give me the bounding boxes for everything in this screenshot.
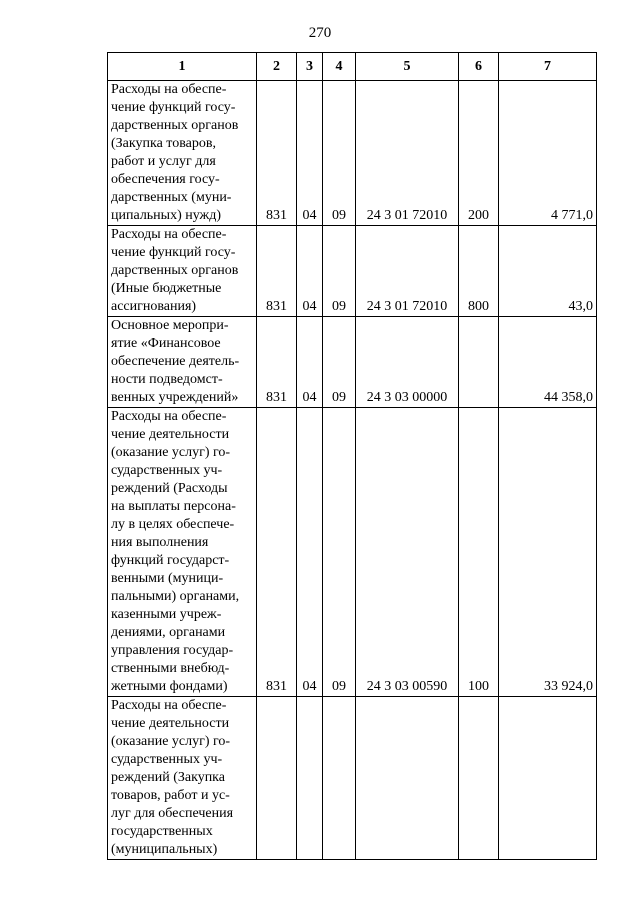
cell-target-article: 24 3 01 72010 <box>356 81 459 226</box>
row-description <box>108 697 257 860</box>
cell-subsection: 09 <box>323 81 356 226</box>
cell-section: 04 <box>297 408 323 697</box>
cell-admin-code: 831 <box>257 226 297 317</box>
table-row <box>108 81 597 226</box>
cell-section <box>297 697 323 860</box>
table-row <box>108 408 597 697</box>
cell-admin-code <box>257 697 297 860</box>
cell-subsection: 09 <box>323 317 356 408</box>
cell-admin-code: 831 <box>257 408 297 697</box>
cell-amount: 4 771,0 <box>499 81 597 226</box>
row-description <box>108 408 257 697</box>
cell-target-article: 24 3 03 00000 <box>356 317 459 408</box>
cell-target-article: 24 3 01 72010 <box>356 226 459 317</box>
header-col-5: 5 <box>356 53 459 81</box>
row-description <box>108 317 257 408</box>
cell-target-article <box>356 697 459 860</box>
row-description <box>108 226 257 317</box>
page-number: 270 <box>308 25 332 41</box>
table-row <box>108 317 597 408</box>
header-col-2: 2 <box>257 53 297 81</box>
cell-expense-type: 200 <box>459 81 499 226</box>
cell-admin-code: 831 <box>257 317 297 408</box>
row-description-text: Расходы на обеспе- чение функций госу- дарственных органов (Закупка товаров, работ и услуг для обеспечения госу- дарственных (муни- ципальных) нужд) <box>111 82 239 223</box>
header-col-1: 1 <box>108 53 257 81</box>
cell-expense-type: 100 <box>459 408 499 697</box>
row-description-text: Основное меропри- ятие «Финансовое обеспечение деятель- ности подведомст- венных учреждений» <box>111 318 240 405</box>
cell-expense-type <box>459 317 499 408</box>
cell-subsection <box>323 697 356 860</box>
header-col-7: 7 <box>499 53 597 81</box>
header-row <box>108 53 597 81</box>
cell-subsection: 09 <box>323 408 356 697</box>
cell-amount: 44 358,0 <box>499 317 597 408</box>
cell-target-article: 24 3 03 00590 <box>356 408 459 697</box>
row-description-text: Расходы на обеспе- чение деятельности (оказание услуг) го- сударственных уч- реждений (Закупка товаров, работ и ус- луг для обеспечения государственных (муниципальных) <box>111 698 234 857</box>
cell-expense-type <box>459 697 499 860</box>
cell-amount <box>499 697 597 860</box>
header-col-3: 3 <box>297 53 323 81</box>
row-description <box>108 81 257 226</box>
cell-section: 04 <box>297 226 323 317</box>
cell-admin-code: 831 <box>257 81 297 226</box>
cell-amount: 33 924,0 <box>499 408 597 697</box>
header-col-6: 6 <box>459 53 499 81</box>
row-description-text: Расходы на обеспе- чение деятельности (оказание услуг) го- сударственных уч- реждений (Расходы на выплаты персона- лу в целях обеспече- ния выполнения функций государст- венными (муници- пальными) органами, казенными учреж- дениями, органами управления государ- ственными внебюд- жетными фондами) <box>111 409 240 694</box>
cell-section: 04 <box>297 317 323 408</box>
table-row <box>108 697 597 860</box>
header-col-4: 4 <box>323 53 356 81</box>
row-description-text: Расходы на обеспе- чение функций госу- дарственных органов (Иные бюджетные ассигнования) <box>111 227 239 314</box>
table-row <box>108 226 597 317</box>
cell-section: 04 <box>297 81 323 226</box>
cell-expense-type: 800 <box>459 226 499 317</box>
budget-table <box>107 52 597 860</box>
cell-amount: 43,0 <box>499 226 597 317</box>
cell-subsection: 09 <box>323 226 356 317</box>
